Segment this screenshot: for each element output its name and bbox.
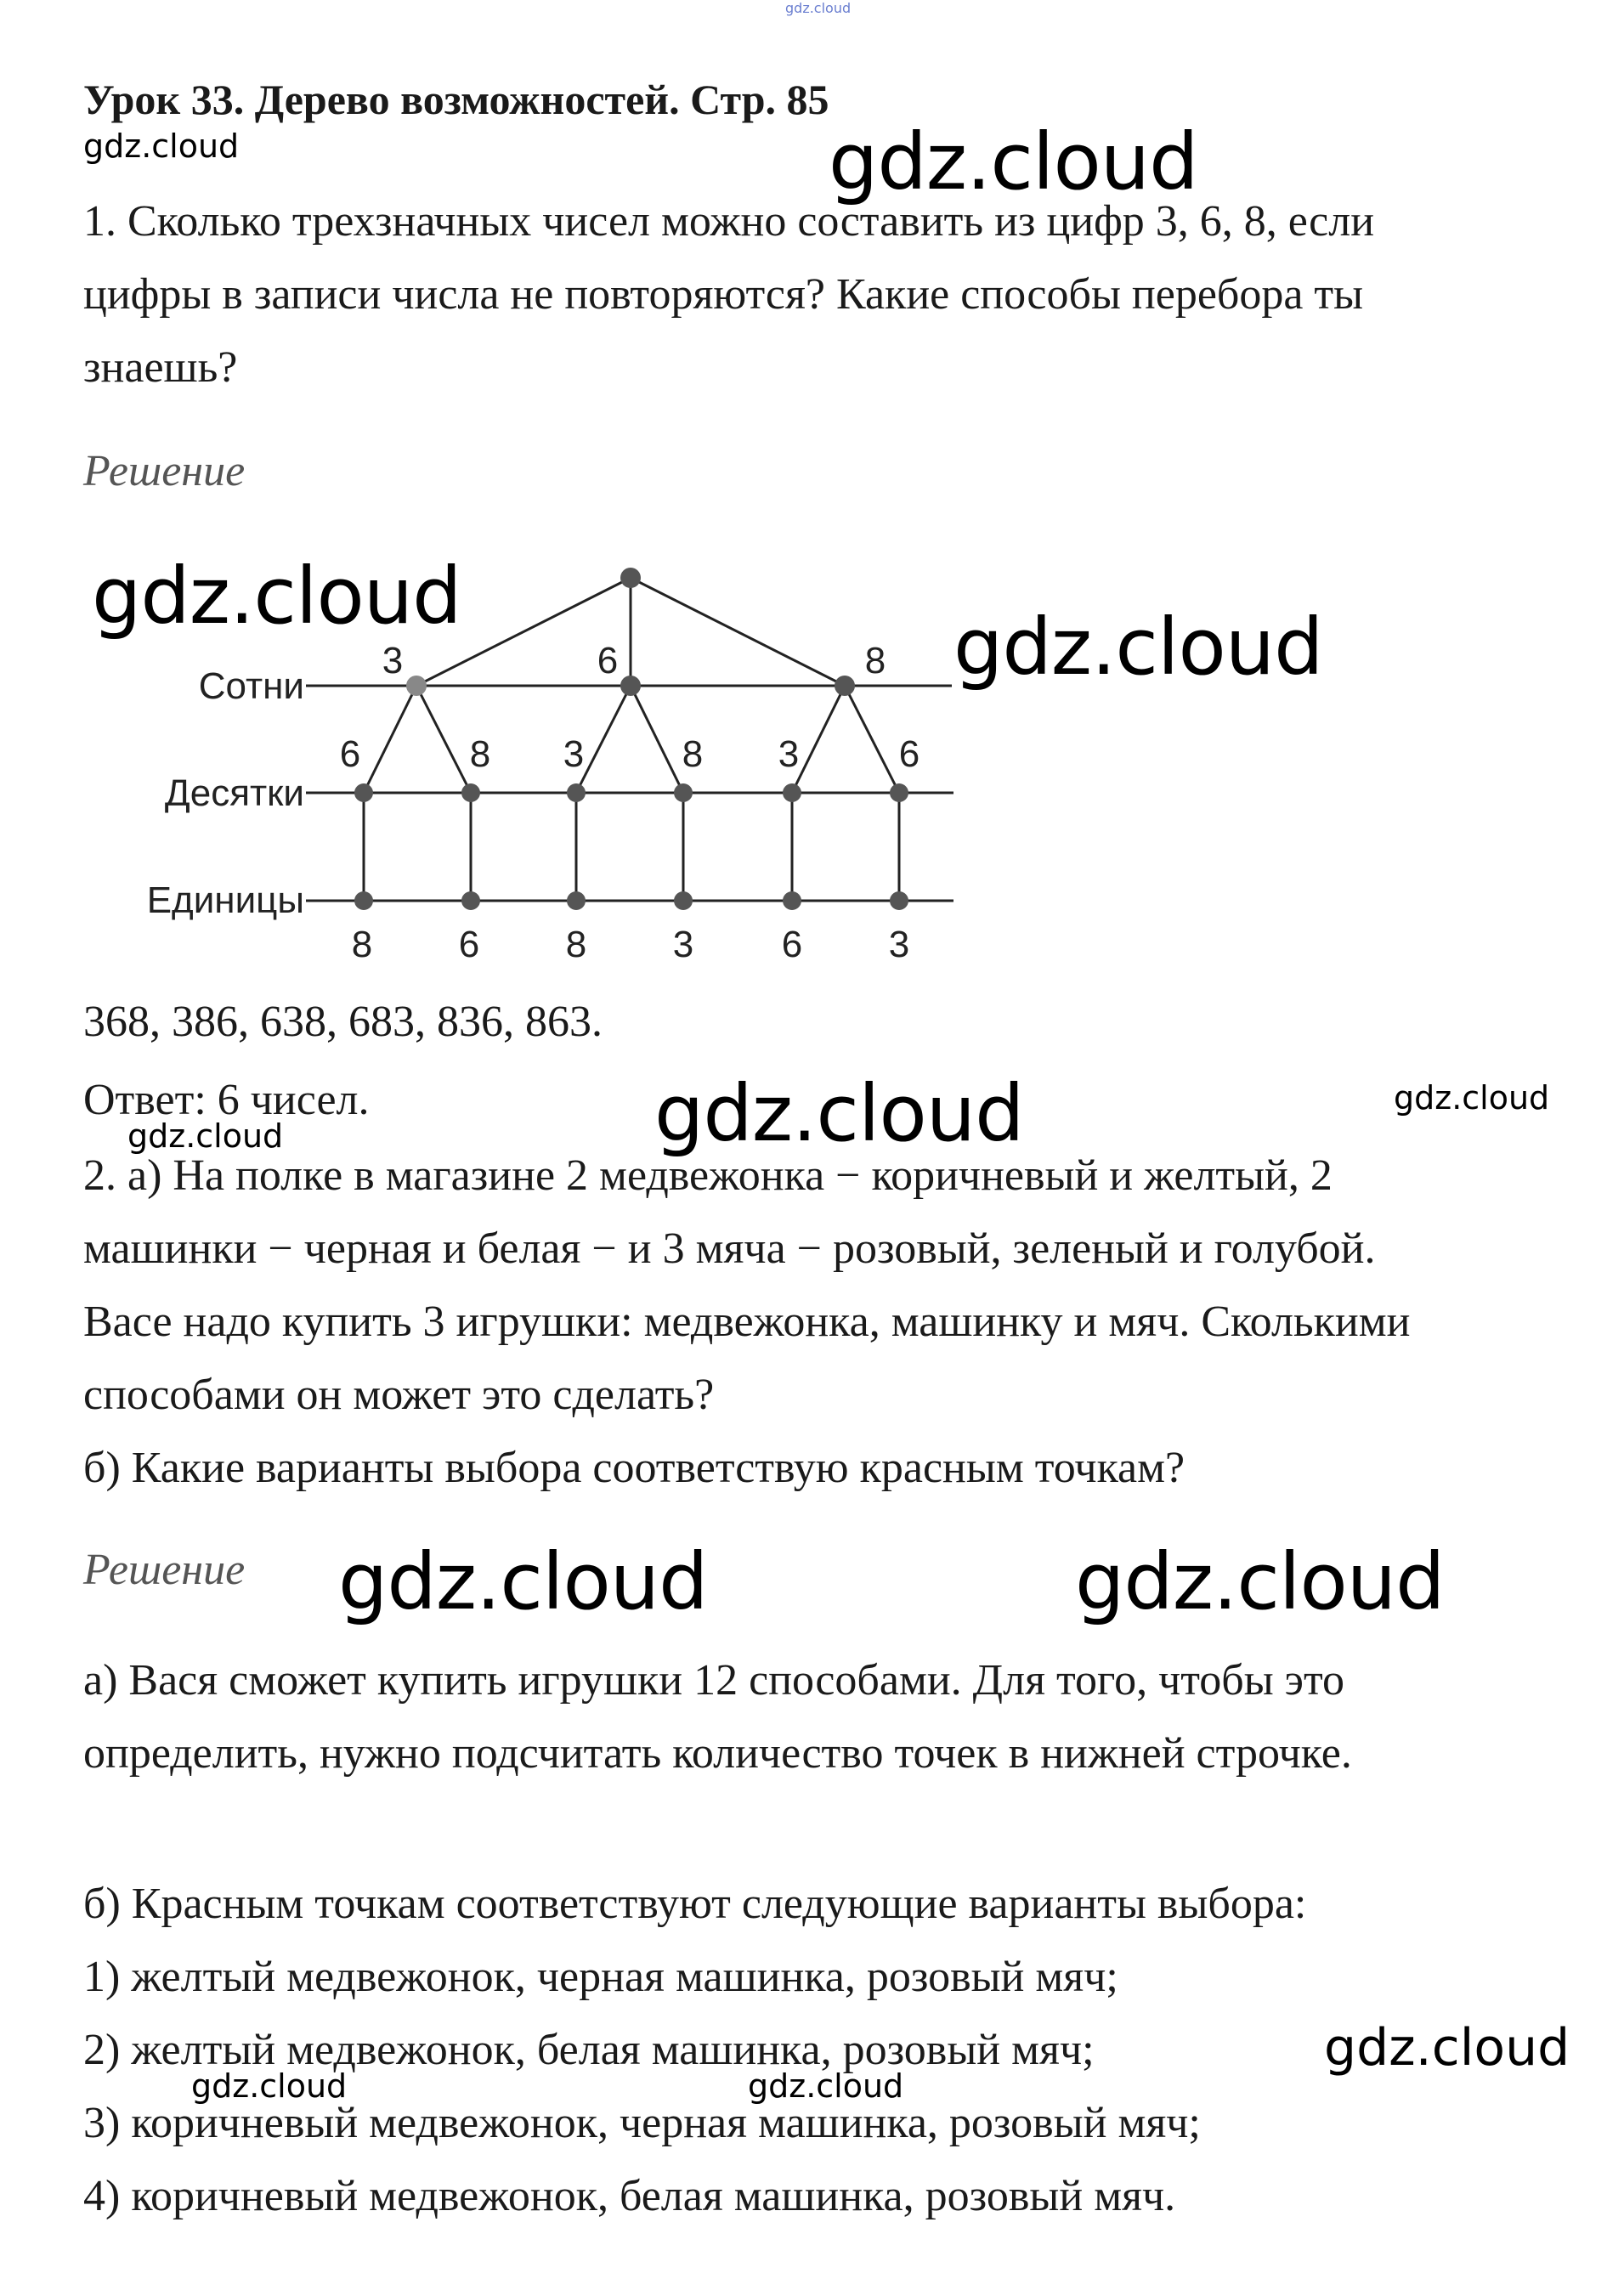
units-node (567, 891, 586, 910)
task2-line4: способами он может это сделать? (83, 1371, 715, 1419)
units-node (674, 891, 693, 910)
watermark-large: gdz.cloud (654, 1068, 1024, 1159)
watermark-small: gdz.cloud (748, 2067, 904, 2105)
row-label-hundreds: Сотни (198, 665, 304, 707)
watermark-large: gdz.cloud (338, 1536, 708, 1627)
watermark-small: gdz.cloud (83, 127, 240, 165)
units-digit: 6 (458, 924, 480, 965)
tens-node (890, 783, 908, 802)
units-digit: 8 (351, 924, 373, 965)
units-node (783, 891, 801, 910)
tens-digit: 8 (469, 733, 491, 775)
watermark-large: gdz.cloud (953, 602, 1323, 693)
tens-digit: 8 (682, 733, 704, 775)
task2-option: 2) желтый медвежонок, белая машинка, розовый мяч; (83, 2026, 1095, 2074)
units-digit: 6 (781, 924, 803, 965)
tens-node (783, 783, 801, 802)
task2-option: 4) коричневый медвежонок, белая машинка, розовый мяч. (83, 2172, 1176, 2220)
units-digit: 8 (565, 924, 587, 965)
lesson-title: Урок 33. Дерево возможностей. Стр. 85 (83, 76, 829, 123)
task2-line3: Васе надо купить 3 игрушки: медвежонка, машинку и мяч. Сколькими (83, 1298, 1411, 1346)
tens-digit: 6 (898, 733, 920, 775)
hundreds-node (835, 676, 855, 696)
task1-line1: 1. Сколько трехзначных чисел можно составить из цифр 3, 6, 8, если (83, 197, 1375, 246)
tens-digit: 3 (563, 733, 585, 775)
task2-option: 3) коричневый медвежонок, черная машинка, розовый мяч; (83, 2099, 1201, 2147)
hundreds-digit: 8 (864, 640, 886, 681)
task2-line2: машинки − черная и белая − и 3 мяча − розовый, зеленый и голубой. (83, 1224, 1376, 1273)
tens-node (674, 783, 693, 802)
root-node (620, 568, 641, 588)
tens-digit: 3 (778, 733, 800, 775)
watermark-small: gdz.cloud (191, 2067, 348, 2105)
units-digit: 3 (888, 924, 910, 965)
watermark-small: gdz.cloud (1394, 1079, 1550, 1117)
hundreds-digit: 3 (382, 640, 404, 681)
row-label-tens: Десятки (164, 772, 304, 814)
watermark-medium: gdz.cloud (1324, 2018, 1570, 2078)
units-digit: 3 (672, 924, 694, 965)
task1-line2: цифры в записи числа не повторяются? Какие способы перебора ты (83, 270, 1364, 319)
watermark-large: gdz.cloud (829, 116, 1198, 207)
task2-answer-b-intro: б) Красным точкам соответствуют следующие варианты выбора: (83, 1880, 1307, 1928)
tens-node (461, 783, 480, 802)
watermark-large: gdz.cloud (92, 551, 461, 642)
task1-numbers: 368, 386, 638, 683, 836, 863. (83, 998, 603, 1046)
watermark-top: gdz.cloud (785, 0, 852, 16)
tens-digit: 6 (339, 733, 361, 775)
task2-line1: 2. а) На полке в магазине 2 медвежонка − коричневый и желтый, 2 (83, 1151, 1333, 1200)
hundreds-node (406, 676, 427, 696)
tens-node (567, 783, 586, 802)
units-node (354, 891, 373, 910)
hundreds-node (620, 676, 641, 696)
units-node (890, 891, 908, 910)
hundreds-digit: 6 (597, 640, 619, 681)
watermark-large: gdz.cloud (1075, 1536, 1445, 1627)
watermark-small: gdz.cloud (127, 1117, 284, 1155)
task1-solution-label: Решение (83, 447, 246, 495)
task2-answer-a-line2: определить, нужно подсчитать количество точек в нижней строчке. (83, 1729, 1352, 1778)
task1-answer: Ответ: 6 чисел. (83, 1076, 370, 1124)
task2-answer-a-line1: а) Вася сможет купить игрушки 12 способами. Для того, чтобы это (83, 1656, 1345, 1705)
task2-line5: б) Какие варианты выбора соответствую красным точкам? (83, 1444, 1185, 1492)
tens-node (354, 783, 373, 802)
task2-option: 1) желтый медвежонок, черная машинка, розовый мяч; (83, 1953, 1118, 2001)
task2-solution-label: Решение (83, 1546, 246, 1594)
row-label-units: Единицы (146, 879, 304, 921)
units-node (461, 891, 480, 910)
task1-line3: знаешь? (83, 343, 238, 392)
